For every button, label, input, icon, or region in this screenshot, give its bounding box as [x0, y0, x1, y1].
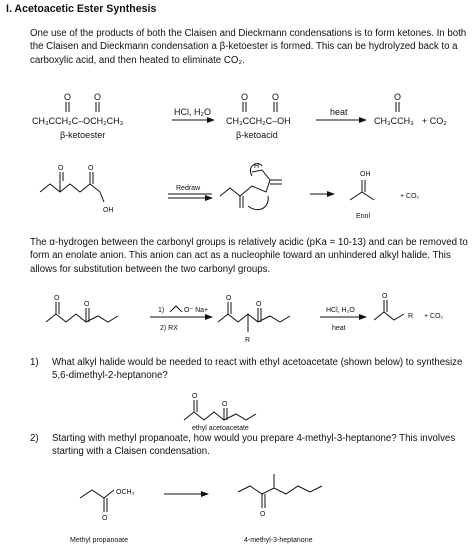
svg-text:O: O: [102, 515, 108, 522]
alkylated-ketone: [374, 300, 404, 320]
ketoester-structure: [66, 102, 99, 112]
methyl-heptanone-label: 4-methyl-3-heptanone: [244, 537, 313, 544]
heat-label-1: heat: [330, 107, 348, 117]
enol-oh-label: OH: [360, 171, 371, 178]
cyclic-transition-state: [220, 164, 282, 210]
question-2-text: Starting with methyl propanoate, how would you prepare 4-methyl-3-heptanone? This involves starting with a Claisen condensation.: [52, 433, 456, 458]
svg-text:O: O: [256, 301, 262, 308]
ketone-formula: CH₃CCH₃: [374, 116, 414, 126]
svg-text:O: O: [54, 295, 60, 302]
svg-text:O: O: [226, 295, 232, 302]
svg-text:O: O: [84, 301, 90, 308]
co2-product-3: + CO₂: [424, 313, 444, 320]
svg-text:O: O: [94, 92, 102, 102]
svg-text:O: O: [241, 92, 249, 102]
svg-text:O: O: [394, 92, 402, 102]
svg-text:O: O: [192, 393, 198, 400]
methyl-heptanone: [238, 474, 322, 508]
step-2-label: 2) RX: [160, 325, 178, 332]
question-1-number: 1): [30, 357, 39, 368]
co2-product-1: + CO₂: [422, 116, 447, 126]
ketone-structure: [396, 102, 399, 112]
ethoxide-fragment: [170, 306, 182, 312]
svg-text:O: O: [64, 92, 72, 102]
ethyl-acetoacetate-2: [184, 400, 256, 420]
heat-label-2: heat: [332, 325, 346, 332]
ketoacid-skeletal: [40, 172, 104, 202]
svg-text:O: O: [272, 92, 280, 102]
alkylated-ketoester: [218, 302, 290, 332]
ethyl-acetoacetate-label: ethyl acetoacetate: [192, 425, 249, 432]
ketoacid-structure: [243, 102, 277, 112]
co2-product-2: + CO₂: [400, 193, 420, 200]
enol-label: Enol: [356, 213, 371, 220]
ketoacid-formula: CH₃CCH₂C–OH: [226, 116, 291, 126]
product-r-label: R: [408, 313, 414, 320]
acid-oh-label: OH: [103, 207, 114, 214]
svg-text:O: O: [88, 165, 94, 172]
question-1-text: What alkyl halide would be needed to react with ethyl acetoacetate (shown below) to synthesize 5,6-dimethyl-2-heptanone?: [52, 357, 463, 382]
intro-paragraph: One use of the products of both the Claisen and Dieckmann condensations is to form ketones. In both the Claisen and Dieckmann condensation a β-ketoester is formed. This can be hydrolyzed back to a carboxylic acid, and then heated to eliminate CO₂.: [30, 28, 467, 66]
redraw-label: Redraw: [176, 185, 201, 192]
step-1-label: 1): [158, 307, 165, 314]
ketoacid-label: β-ketoacid: [236, 130, 278, 140]
hydrolysis-reagent: HCl, H₂O: [174, 107, 211, 117]
methyl-propanoate-label: Methyl propanoate: [70, 537, 128, 544]
ketoester-formula: CH₃CCH₂C–OCH₂CH₃: [32, 116, 124, 126]
section-title: I. Acetoacetic Ester Synthesis: [6, 3, 157, 15]
svg-text:O: O: [222, 401, 228, 408]
svg-text:O: O: [382, 293, 388, 300]
question-2-number: 2): [30, 433, 39, 444]
hydrogen-label: H: [254, 163, 260, 170]
hydrolysis-reagent-2: HCl, H₂O: [326, 307, 355, 314]
svg-text:O: O: [58, 165, 64, 172]
och3-label: OCH₃: [116, 489, 135, 496]
ethyl-acetoacetate-1: [46, 302, 118, 322]
enolate-paragraph: The α-hydrogen between the carbonyl groups is relatively acidic (pKa = 10-13) and can be removed to form an enolate anion. This anion can act as a nucleophile toward an unhindered alkyl halide. This allows for substitution between the two carbonyl groups.: [30, 237, 468, 275]
ketoester-label: β-ketoester: [60, 130, 106, 140]
svg-text:O: O: [260, 511, 266, 518]
methyl-propanoate: [80, 490, 114, 512]
r-substituent-label: R: [245, 337, 251, 344]
enol-structure: [350, 180, 374, 200]
ethoxide-label: O⁻ Na+: [184, 307, 209, 314]
